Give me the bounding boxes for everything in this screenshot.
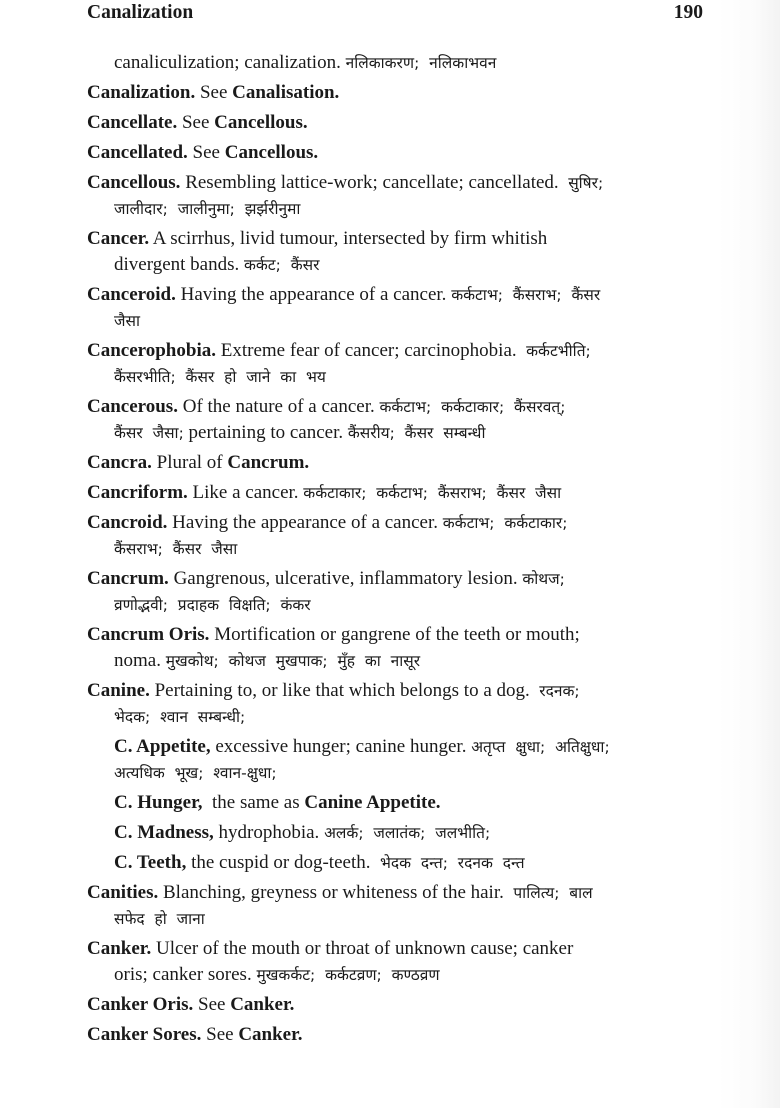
- headword: Canalization.: [87, 82, 196, 103]
- definition-text: See: [195, 82, 233, 103]
- sub-entry: [87, 734, 705, 786]
- headword: Cancrum Oris.: [87, 624, 210, 645]
- headword: Cancerous.: [87, 396, 178, 417]
- entry-continuation-line: [87, 906, 705, 932]
- entry-line: [87, 734, 705, 760]
- definition-text: hydrophobia.: [213, 822, 325, 843]
- hindi-equivalent: अत्यधिक भूख; श्वान-क्षुधा;: [114, 764, 277, 782]
- entry-continuation-line: [87, 704, 705, 730]
- page-edge-shadow: [718, 0, 780, 1108]
- hindi-equivalent: कैंसराभ; कैंसर जैसा: [114, 540, 238, 558]
- headword: Cancellated.: [87, 142, 188, 163]
- entry-line: [87, 850, 705, 876]
- definition-text: Having the appearance of a cancer.: [167, 512, 443, 533]
- headword: C. Appetite,: [114, 736, 211, 757]
- hindi-equivalent: सुषिर;: [568, 174, 604, 192]
- dictionary-entry: [87, 338, 705, 390]
- running-head-word: Canalization: [87, 2, 194, 23]
- dictionary-entry: [87, 110, 705, 136]
- entry-continuation-line: [87, 364, 705, 390]
- hindi-equivalent: मुखकोथ; कोथज मुखपाक; मुँह का नासूर: [165, 652, 421, 670]
- sub-entry: [87, 790, 705, 816]
- entry-list: [87, 50, 705, 1052]
- dictionary-entry: [87, 880, 705, 932]
- dictionary-entry: [87, 282, 705, 334]
- entry-line: [87, 50, 705, 76]
- hindi-equivalent: कैंसरभीति; कैंसर हो जाने का भय: [114, 368, 326, 386]
- headword: Cancriform.: [87, 482, 188, 503]
- headword: Cancellous.: [224, 142, 319, 163]
- dictionary-entry: [87, 566, 705, 618]
- headword: Canker.: [87, 938, 152, 959]
- sub-entry: [87, 820, 705, 846]
- entry-continuation-line: [87, 420, 705, 446]
- dictionary-entry: [87, 170, 705, 222]
- headword: Cancer.: [87, 228, 150, 249]
- hindi-equivalent: पालित्य; बाल: [513, 884, 593, 902]
- headword: Cancra.: [87, 452, 152, 473]
- entry-line: [87, 510, 705, 536]
- dictionary-entry: [87, 510, 705, 562]
- headword: Canker Oris.: [87, 994, 194, 1015]
- headword: Cancroid.: [87, 512, 168, 533]
- dictionary-entry: [87, 226, 705, 278]
- dictionary-entry: [87, 140, 705, 166]
- definition-text: oris; canker sores.: [114, 964, 257, 985]
- hindi-equivalent: कर्कट; कैंसर: [244, 256, 320, 274]
- headword: Canities.: [87, 882, 159, 903]
- definition-text: excessive hunger; canine hunger.: [210, 736, 472, 757]
- entry-continuation-line: [87, 760, 705, 786]
- headword: Cancrum.: [227, 452, 310, 473]
- entry-continuation-line: [87, 252, 705, 278]
- headword: C. Hunger,: [114, 792, 203, 813]
- dictionary-entry: [87, 678, 705, 730]
- entry-line: [87, 226, 705, 252]
- headword: Canine Appetite.: [304, 792, 441, 813]
- hindi-equivalent: कर्कटाभ; कैंसराभ; कैंसर: [451, 286, 601, 304]
- running-head: [87, 2, 703, 24]
- entry-line: [87, 678, 705, 704]
- definition-text: divergent bands.: [114, 254, 244, 275]
- hindi-equivalent: सफेद हो जाना: [114, 910, 205, 928]
- page-number: 190: [673, 2, 703, 23]
- entry-line: [87, 110, 705, 136]
- hindi-equivalent: कर्कटाभ; कर्कटाकार;: [442, 514, 568, 532]
- hindi-equivalent: कैंसर जैसा;: [114, 424, 184, 442]
- dictionary-entry: [87, 480, 705, 506]
- headword: Canine.: [87, 680, 150, 701]
- definition-text: Having the appearance of a cancer.: [175, 284, 452, 305]
- definition-text: Plural of: [151, 452, 228, 473]
- entry-continuation-line: [87, 592, 705, 618]
- hindi-equivalent: भेदक दन्त; रदनक दन्त: [379, 854, 525, 872]
- definition-text: Ulcer of the mouth or throat of unknown cause; canker: [151, 938, 574, 959]
- headword: Cancellous.: [87, 172, 181, 193]
- entry-line: [87, 880, 705, 906]
- entry-continuation-line: [87, 308, 705, 334]
- entry-line: [87, 936, 705, 962]
- hindi-equivalent: कोथज;: [522, 570, 565, 588]
- entry-line: [87, 992, 705, 1018]
- entry-continuation-line: [87, 648, 705, 674]
- dictionary-entry: [87, 80, 705, 106]
- entry-line: [87, 790, 705, 816]
- entry-line: [87, 140, 705, 166]
- entry-line: [87, 566, 705, 592]
- hindi-equivalent: नलिकाकरण; नलिकाभवन: [345, 54, 497, 72]
- entry-line: [87, 820, 705, 846]
- definition-text: Extreme fear of cancer; carcinophobia.: [215, 340, 527, 361]
- headword: Cancellous.: [214, 112, 308, 133]
- entry-line: [87, 394, 705, 420]
- hindi-equivalent: कैंसरीय; कैंसर सम्बन्धी: [347, 424, 486, 442]
- definition-text: Pertaining to, or like that which belongs to a dog.: [149, 680, 540, 701]
- entry-line: [87, 338, 705, 364]
- dictionary-entry: [87, 622, 705, 674]
- definition-text: noma.: [114, 650, 166, 671]
- hindi-equivalent: जैसा: [114, 312, 140, 330]
- dictionary-entry: [87, 394, 705, 446]
- definition-text: pertaining to cancer.: [183, 422, 348, 443]
- hindi-equivalent: अतृप्त क्षुधा; अतिक्षुधा;: [471, 738, 610, 756]
- entry-line: [87, 282, 705, 308]
- definition-text: See: [193, 994, 231, 1015]
- headword: Canceroid.: [87, 284, 176, 305]
- definition-text: the cuspid or dog-teeth.: [186, 852, 380, 873]
- headword: Canker Sores.: [87, 1024, 202, 1045]
- entry-continuation-line: [87, 962, 705, 988]
- definition-text: Like a cancer.: [187, 482, 304, 503]
- hindi-equivalent: जालीदार; जालीनुमा; झर्झरीनुमा: [114, 200, 301, 218]
- entry-line: [87, 622, 705, 648]
- headword: Canker.: [230, 994, 295, 1015]
- definition-text: Blanching, greyness or whiteness of the hair.: [158, 882, 514, 903]
- dictionary-entry: [87, 450, 705, 476]
- definition-text: Mortification or gangrene of the teeth or mouth;: [209, 624, 580, 645]
- hindi-equivalent: भेदक; श्वान सम्बन्धी;: [114, 708, 246, 726]
- entry-line: [87, 80, 705, 106]
- headword: Cancerophobia.: [87, 340, 216, 361]
- headword: Canker.: [238, 1024, 303, 1045]
- dictionary-entry: [87, 1022, 705, 1048]
- hindi-equivalent: अलर्क; जलातंक; जलभीति;: [324, 824, 491, 842]
- definition-text: canaliculization; canalization.: [114, 52, 346, 73]
- entry-continuation-line: [87, 536, 705, 562]
- entry-continuation-line: [87, 196, 705, 222]
- entry-line: [87, 480, 705, 506]
- entry-line: [87, 450, 705, 476]
- dictionary-entry: [87, 992, 705, 1018]
- definition-text: Of the nature of a cancer.: [177, 396, 380, 417]
- headword: C. Teeth,: [114, 852, 187, 873]
- definition-text: Gangrenous, ulcerative, inflammatory lesion.: [168, 568, 523, 589]
- hindi-equivalent: मुखकर्कट; कर्कटव्रण; कण्ठव्रण: [256, 966, 440, 984]
- hindi-equivalent: कर्कटभीति;: [526, 342, 591, 360]
- sub-entry: [87, 850, 705, 876]
- entry-line: [87, 170, 705, 196]
- definition-text: See: [177, 112, 215, 133]
- headword: Cancellate.: [87, 112, 178, 133]
- headword: Canalisation.: [232, 82, 340, 103]
- definition-text: the same as: [202, 792, 305, 813]
- headword: C. Madness,: [114, 822, 214, 843]
- definition-text: Resembling lattice-work; cancellate; cancellated.: [180, 172, 569, 193]
- hindi-equivalent: रदनक;: [539, 682, 580, 700]
- definition-text: See: [187, 142, 225, 163]
- definition-text: See: [201, 1024, 239, 1045]
- hindi-equivalent: कर्कटाकार; कर्कटाभ; कैंसराभ; कैंसर जैसा: [303, 484, 562, 502]
- headword: Cancrum.: [87, 568, 169, 589]
- definition-text: A scirrhus, livid tumour, intersected by firm whitish: [149, 228, 548, 249]
- dictionary-entry: [87, 50, 705, 76]
- hindi-equivalent: कर्कटाभ; कर्कटाकार; कैंसरवत्;: [379, 398, 566, 416]
- dictionary-entry: [87, 936, 705, 988]
- hindi-equivalent: व्रणोद्भवी; प्रदाहक विक्षति; कंकर: [114, 596, 311, 614]
- entry-line: [87, 1022, 705, 1048]
